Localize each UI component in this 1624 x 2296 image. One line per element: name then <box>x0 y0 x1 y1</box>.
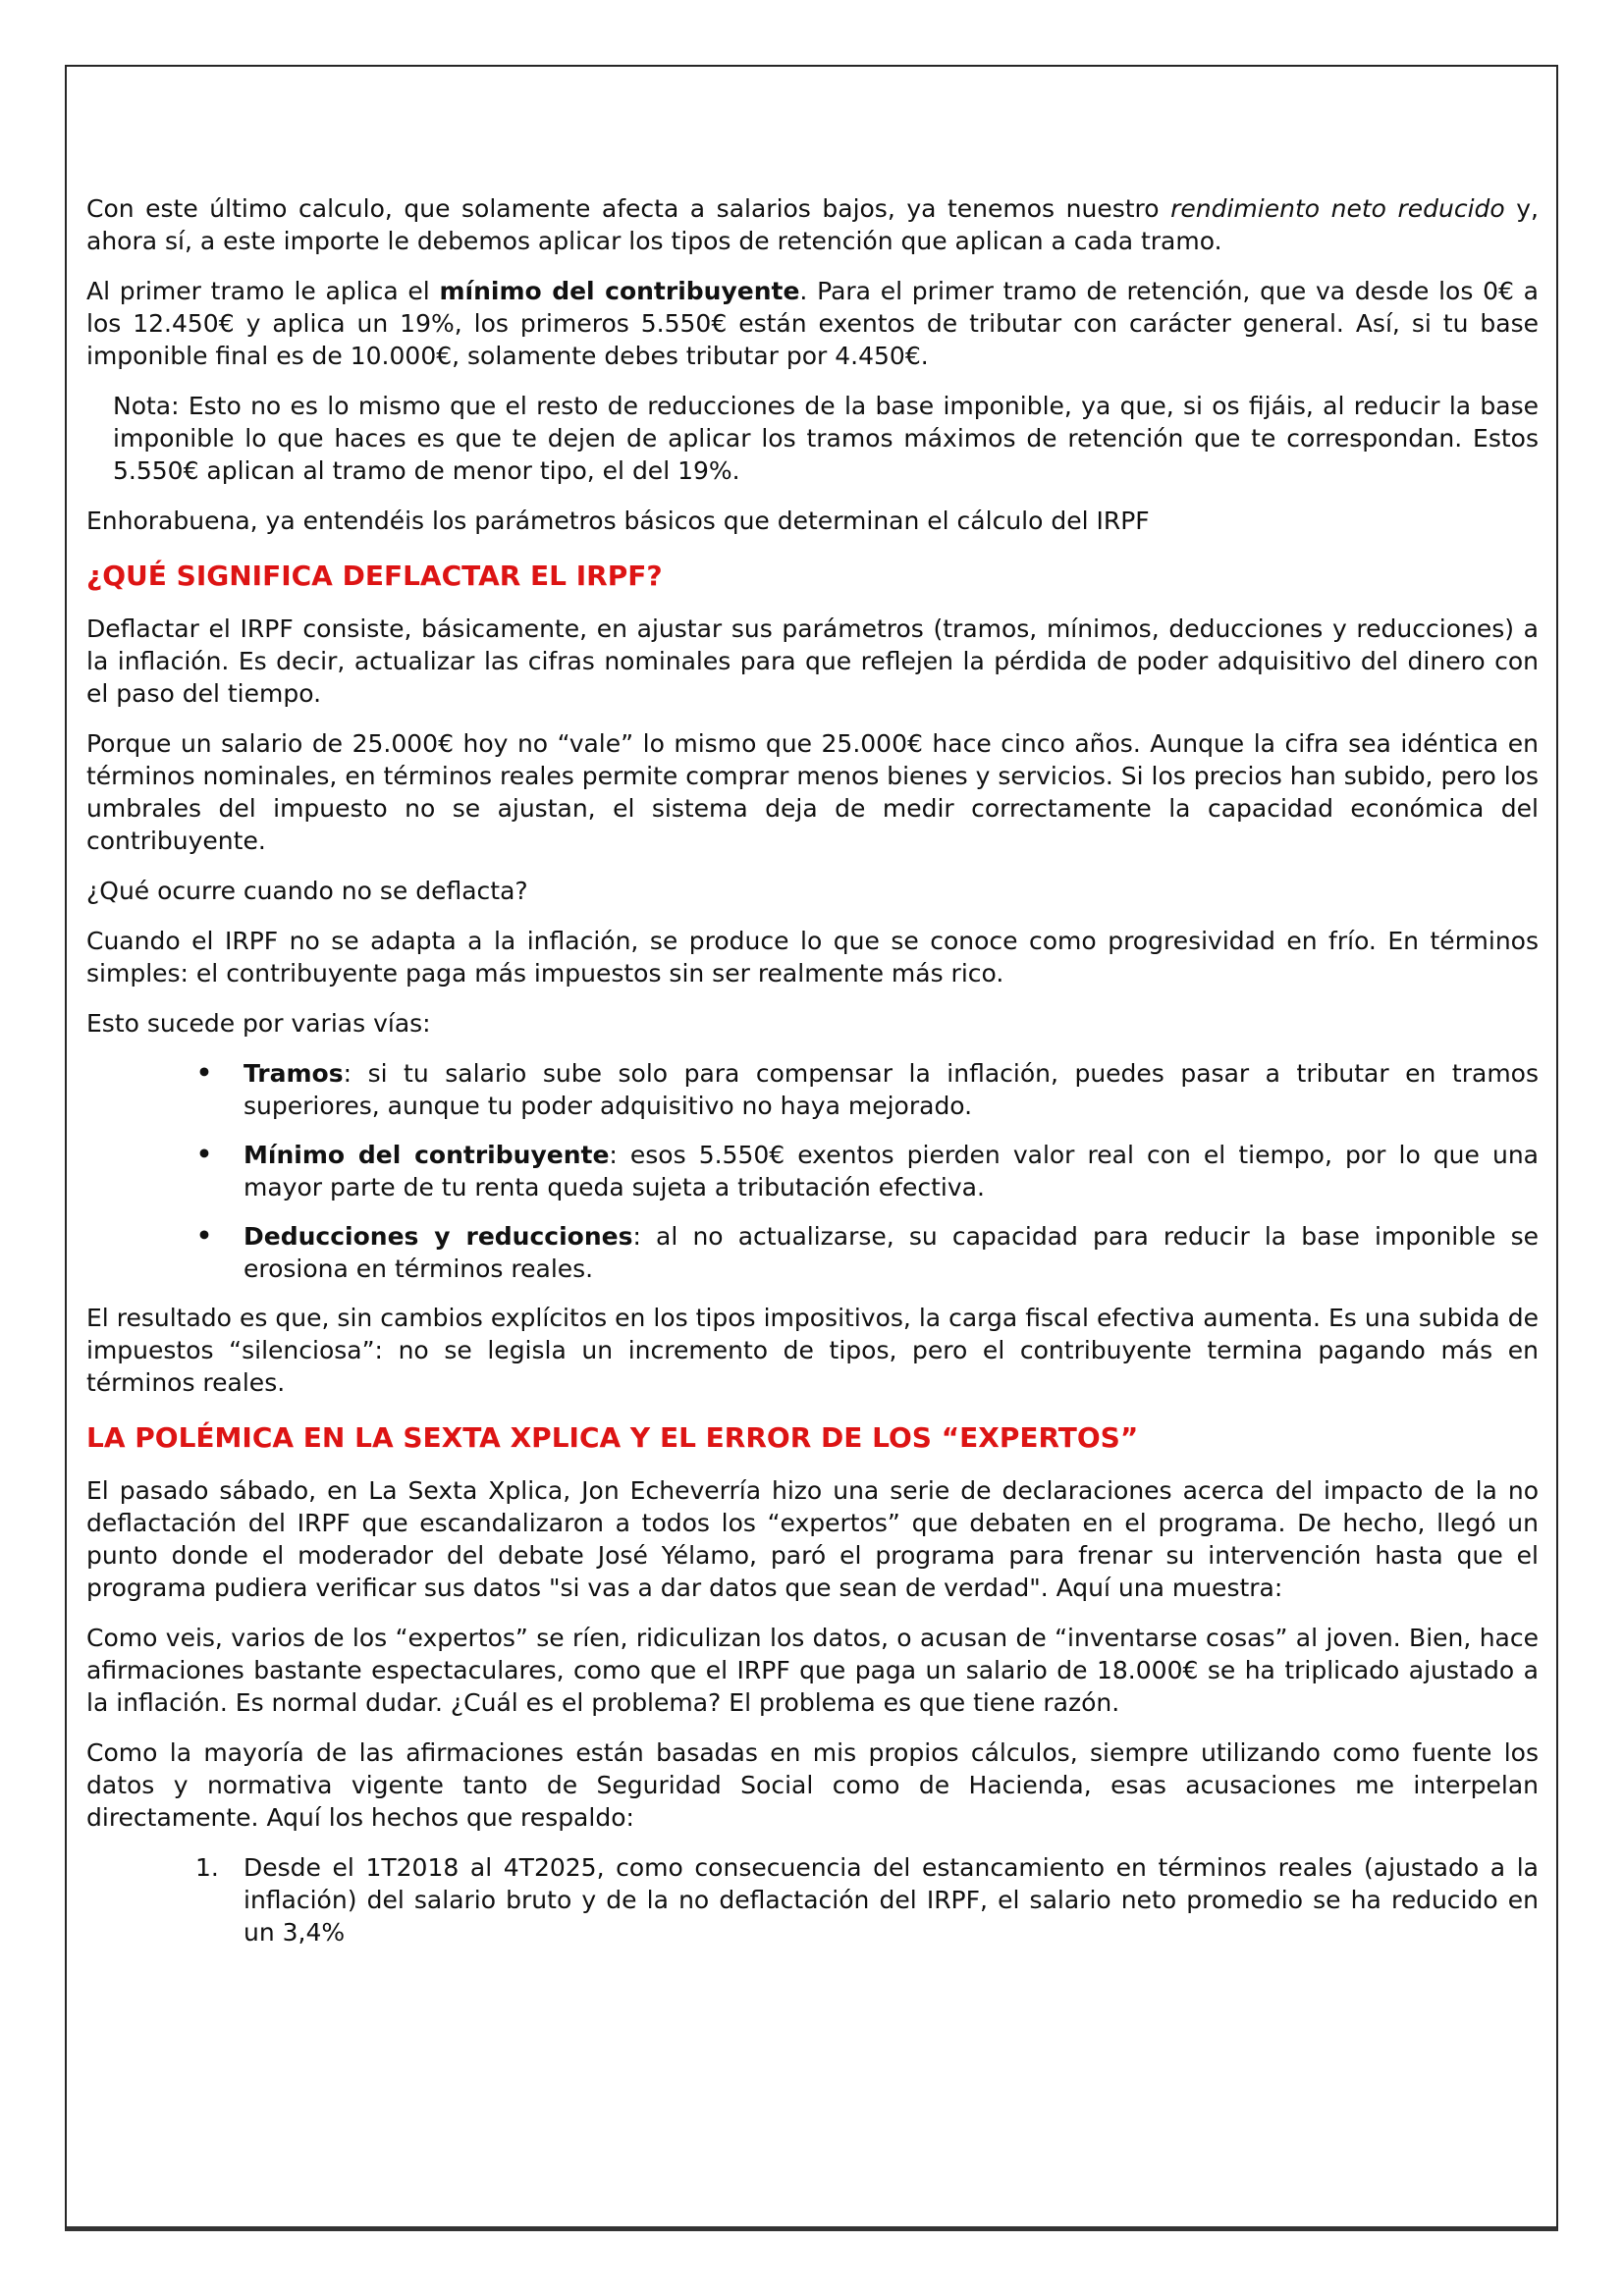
list-item-minimo-contribuyente <box>86 1139 1539 1203</box>
text-run: : al no actualizarse, su capacidad para reducir la base imponible se erosiona en términos reales. <box>244 1222 1539 1283</box>
text-run-bold: Tramos <box>244 1059 344 1088</box>
list-item-tramos <box>86 1057 1539 1122</box>
paragraph-como-veis: Como veis, varios de los “expertos” se ríen, ridiculizan los datos, o acusan de “inventarse cosas” al joven. Bien, hace afirmaciones bastante espectaculares, como que el IRPF que paga un salario de 18.000€ se ha triplicado ajustado a la inflación. Es normal dudar. ¿Cuál es el problema? El problema es que tiene razón. <box>86 1624 1539 1717</box>
heading-polemica-sexta-xplica: LA POLÉMICA EN LA SEXTA XPLICA Y EL ERROR DE LOS “EXPERTOS” <box>86 1421 1139 1454</box>
list-item-deducciones <box>86 1220 1539 1285</box>
bullet-icon: • <box>196 1140 212 1168</box>
bullet-icon: • <box>196 1058 212 1087</box>
paragraph-que-ocurre: ¿Qué ocurre cuando no se deflacta? <box>86 877 528 905</box>
text-run: y, ahora sí, a este importe le debemos aplicar los tipos de retención que aplican a cada tramo. <box>86 194 1539 255</box>
heading-que-significa-deflactar: ¿QUÉ SIGNIFICA DEFLACTAR EL IRPF? <box>86 560 663 592</box>
text-run: Con este último calculo, que solamente afecta a salarios bajos, ya tenemos nuestro <box>86 194 1171 223</box>
document-page-frame <box>65 65 1558 2231</box>
text-run-bold: Mínimo del contribuyente <box>244 1141 610 1169</box>
paragraph-primer-tramo <box>86 275 1539 372</box>
numbered-item-1 <box>86 1851 1539 1949</box>
paragraph-subida-silenciosa: El resultado es que, sin cambios explícitos en los tipos impositivos, la carga fiscal efectiva aumenta. Es una subida de impuestos “silenciosa”: no se legisla un incremento de tipos, pero el contribuyente termina pagando más en términos reales. <box>86 1304 1539 1397</box>
paragraph-pasado-sabado: El pasado sábado, en La Sexta Xplica, Jon Echeverría hizo una serie de declaraciones acerca del impacto de la no deflactación del IRPF que escandalizaron a todos los “expertos” que debaten en el programa. De hecho, llegó un punto donde el moderador del debate José Yélamo, paró el programa para frenar su intervención hasta que el programa pudiera verificar sus datos "si vas a dar datos que sean de verdad". Aquí una muestra: <box>86 1476 1539 1602</box>
text-run: Desde el 1T2018 al 4T2025, como consecuencia del estancamiento en términos reales (ajustado a la inflación) del salario bruto y de la no deflactación del IRPF, el salario neto promedio se ha reducido en un 3,4% <box>244 1853 1539 1947</box>
document-content <box>67 67 1556 1949</box>
paragraph-progresividad-frio: Cuando el IRPF no se adapta a la inflación, se produce lo que se conoce como progresividad en frío. En términos simples: el contribuyente paga más impuestos sin ser realmente más rico. <box>86 927 1539 988</box>
bullet-icon: • <box>196 1221 212 1250</box>
text-run-bold: Deducciones y reducciones <box>244 1222 633 1251</box>
text-run: Al primer tramo le aplica el <box>86 277 440 305</box>
text-run-italic: rendimiento neto reducido <box>1170 194 1505 223</box>
number-label: 1. <box>195 1853 219 1882</box>
text-run: : esos 5.550€ exentos pierden valor real con el tiempo, por lo que una mayor parte de tu renta queda sujeta a tributación efectiva. <box>244 1141 1539 1201</box>
paragraph-salario-25000: Porque un salario de 25.000€ hoy no “vale” lo mismo que 25.000€ hace cinco años. Aunque la cifra sea idéntica en términos nominales, en términos reales permite comprar menos bienes y servicios. Si los precios han subido, pero los umbrales del impuesto no se ajustan, el sistema deja de medir correctamente la capacidad económica del contribuyente. <box>86 729 1539 855</box>
paragraph-enhorabuena: Enhorabuena, ya entendéis los parámetros básicos que determinan el cálculo del IRPF <box>86 507 1150 535</box>
paragraph-mayoria-afirmaciones: Como la mayoría de las afirmaciones están basadas en mis propios cálculos, siempre utilizando como fuente los datos y normativa vigente tanto de Seguridad Social como de Hacienda, esas acusaciones me interpelan directamente. Aquí los hechos que respaldo: <box>86 1738 1539 1832</box>
paragraph-deflactar-definicion: Deflactar el IRPF consiste, básicamente, en ajustar sus parámetros (tramos, mínimos, deducciones y reducciones) a la inflación. Es decir, actualizar las cifras nominales para que reflejen la pérdida de poder adquisitivo del dinero con el paso del tiempo. <box>86 614 1539 708</box>
text-run: : si tu salario sube solo para compensar la inflación, puedes pasar a tributar en tramos superiores, aunque tu poder adquisitivo no haya mejorado. <box>244 1059 1539 1120</box>
paragraph-rendimiento-neto <box>86 192 1539 257</box>
text-run: . Para el primer tramo de retención, que va desde los 0€ a los 12.450€ y aplica un 19%, los primeros 5.550€ están exentos de tributar con carácter general. Así, si tu base imponible final es de 10.000€, solamente debes tributar por 4.450€. <box>86 277 1539 370</box>
text-run-bold: mínimo del contribuyente <box>439 277 800 305</box>
paragraph-varias-vias: Esto sucede por varias vías: <box>86 1009 431 1038</box>
paragraph-nota: Nota: Esto no es lo mismo que el resto de reducciones de la base imponible, ya que, si os fijáis, al reducir la base imponible lo que haces es que te dejen de aplicar los tramos máximos de retención que te correspondan. Estos 5.550€ aplican al tramo de menor tipo, el del 19%. <box>113 392 1539 485</box>
